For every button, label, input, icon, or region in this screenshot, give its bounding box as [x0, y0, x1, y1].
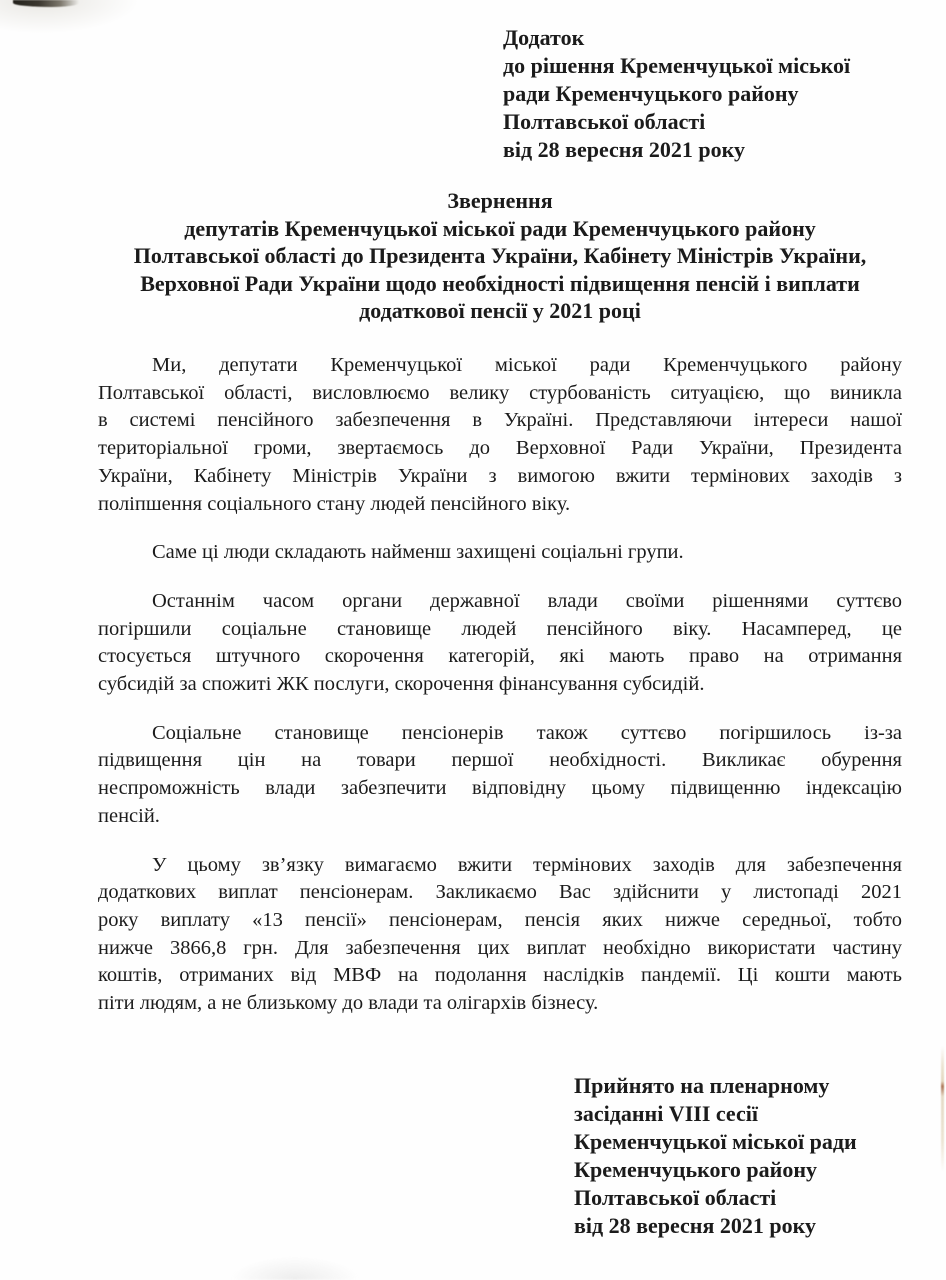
- paragraph-line: коштів, отриманих від МВФ на подолання наслідків пандемії. Ці кошти мають: [98, 964, 902, 987]
- adoption-note-line: засіданні VIII сесії: [574, 1101, 758, 1126]
- adoption-note-line: Кременчуцького району: [574, 1157, 818, 1182]
- paragraph-vulnerable-groups: [98, 539, 902, 567]
- paragraph-intro: [98, 352, 902, 518]
- annex-reference-block: [503, 24, 850, 164]
- paragraph-line: стосується штучного скорочення категорій, які мають право на отримання: [98, 645, 902, 668]
- paragraph-line: Полтавської області, висловлюємо велику стурбованість ситуацією, що виникла: [98, 381, 902, 404]
- paragraph-line: Ми, депутати Кременчуцької міської ради Кременчуцького району: [152, 354, 902, 376]
- adoption-note-line: від 28 вересня 2021 року: [574, 1213, 816, 1238]
- scan-edge-artifact: [941, 1046, 944, 1172]
- paragraph-line: України, Кабінету Міністрів України з вимогою вжити термінових заходів з: [98, 464, 902, 487]
- document-title-line: Полтавської області до Президента України, Кабінету Міністрів України,: [133, 243, 867, 268]
- scan-corner-shadow: [13, 0, 79, 7]
- paragraph-demands: [98, 852, 902, 1018]
- paragraph-line: в системі пенсійного забезпечення в Україні. Представляючи інтереси нашої: [98, 409, 902, 432]
- scan-smudge-artifact: [230, 1256, 360, 1280]
- annex-reference-line: від 28 вересня 2021 року: [503, 137, 745, 162]
- paragraph-line: субсидій за спожиті ЖК послуги, скорочення фінансування субсидій.: [98, 673, 705, 696]
- document-title-line: депутатів Кременчуцької міської ради Кременчуцького району: [184, 215, 816, 241]
- paragraph-line: У цьому зв’язку вимагаємо вжити термінових заходів для забезпечення: [152, 853, 902, 876]
- annex-reference-line: ради Кременчуцького району: [503, 81, 799, 106]
- annex-reference-line: Додаток: [503, 25, 585, 50]
- paragraph-line: пенсій.: [98, 804, 160, 827]
- paragraph-line: поліпшення соціального стану людей пенсійного віку.: [98, 492, 571, 515]
- document-title-line: додаткової пенсії у 2021 році: [359, 298, 641, 323]
- paragraph-line: піти людям, а не близькому до влади та олігархів бізнесу.: [98, 992, 599, 1015]
- paragraph-line: нижче 3866,8 грн. Для забезпечення цих виплат необхідно використати частину: [98, 936, 902, 959]
- adoption-note-line: Кременчуцької міської ради: [574, 1129, 857, 1154]
- adoption-note-line: Полтавської області: [574, 1185, 777, 1210]
- paragraph-line: Саме ці люди складають найменш захищені соціальні групи.: [152, 541, 684, 564]
- document-title-line: Верховної Ради України щодо необхідності підвищення пенсій і виплати: [140, 270, 860, 296]
- paragraph-line: року виплату «13 пенсії» пенсіонерам, пенсія яких нижче середньої, тобто: [98, 908, 902, 931]
- paragraph-line: територіальної громи, звертаємось до Верховної Ради України, Президента: [98, 437, 902, 460]
- annex-reference-line: Полтавської області: [503, 109, 706, 134]
- paragraph-line: неспроможність влади забезпечити відповідну цьому підвищенню індексацію: [98, 777, 902, 800]
- annex-reference-line: до рішення Кременчуцької міської: [503, 53, 851, 78]
- document-title-line: Звернення: [447, 188, 553, 213]
- adoption-note-line: Прийнято на пленарному: [574, 1073, 830, 1098]
- paragraph-line: Соціальне становище пенсіонерів також суттєво погіршилось із-за: [152, 721, 902, 744]
- document-title: [95, 187, 905, 325]
- paragraph-line: додаткових виплат пенсіонерам. Закликаємо Вас здійснити у листопаді 2021: [98, 881, 902, 904]
- document-body: [98, 352, 902, 1018]
- paragraph-line: погіршили соціальне становище людей пенсійного віку. Насамперед, це: [98, 617, 902, 640]
- paragraph-government-decisions: [98, 588, 902, 699]
- paragraph-price-increase: [98, 720, 902, 831]
- paragraph-line: підвищення цін на товари першої необхідності. Викликає обурення: [98, 749, 902, 772]
- adoption-note-block: [574, 1072, 857, 1240]
- paragraph-line: Останнім часом органи державної влади своїми рішеннями суттєво: [152, 589, 902, 612]
